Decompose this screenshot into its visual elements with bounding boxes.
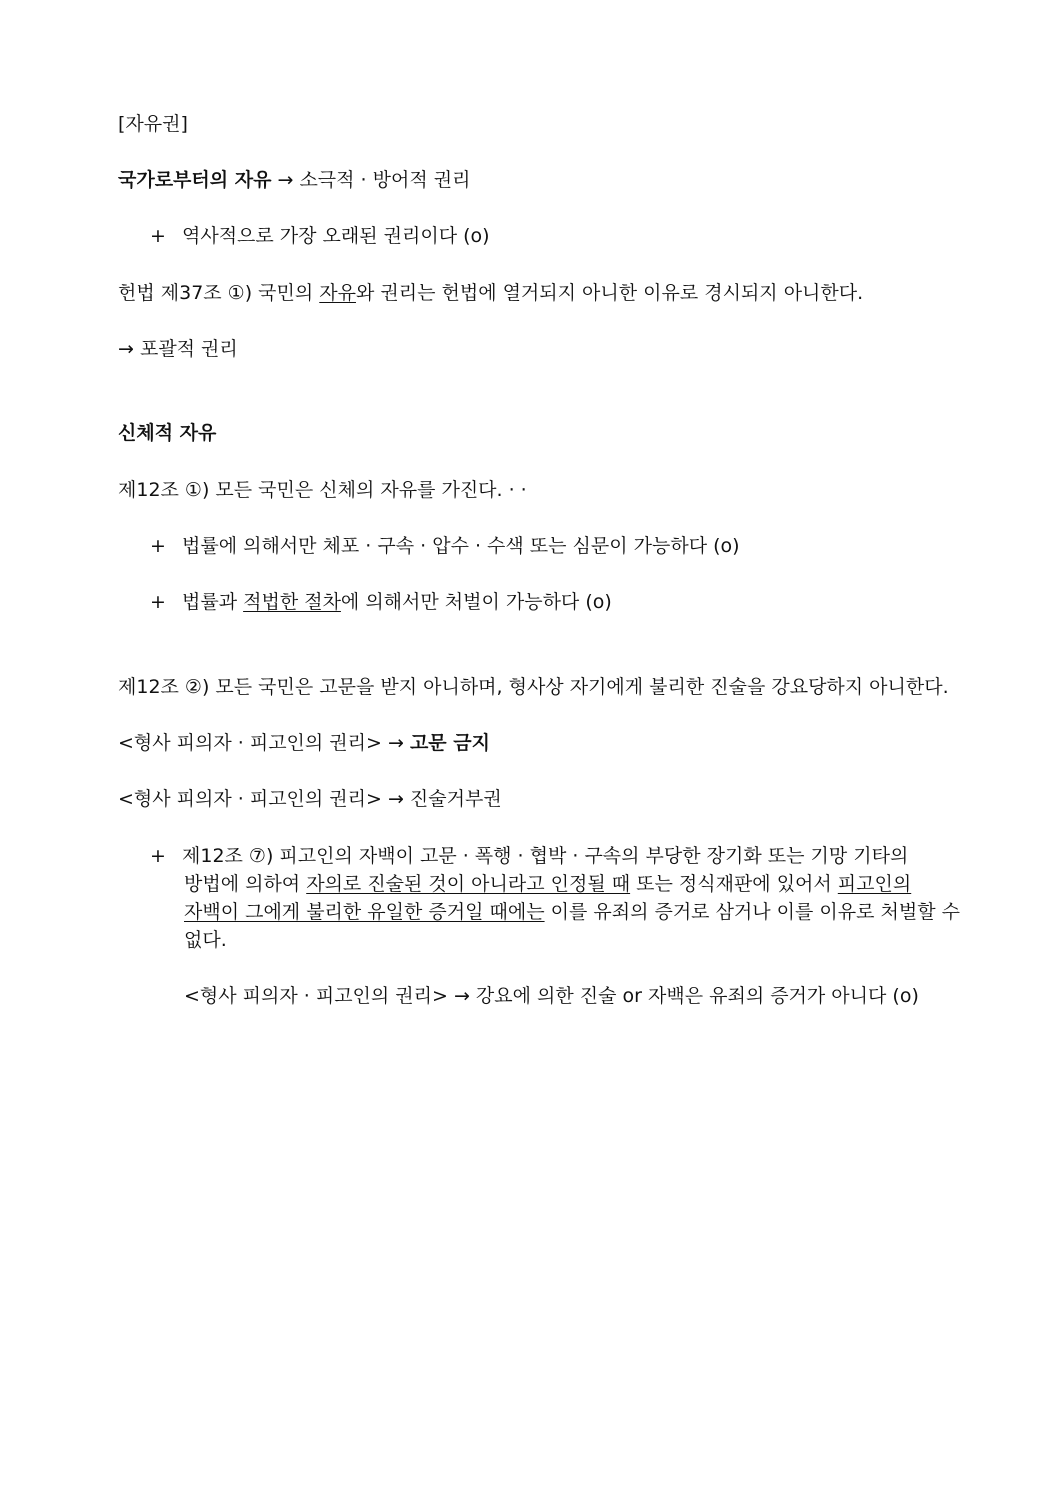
article-12-7-row1: 제12조 ⑦) 피고인의 자백이 고문 · 폭행 · 협박 · 구속의 부당한 장기화 또는 기망 기타의 — [182, 845, 909, 867]
physical-freedom-heading: 신체적 자유 — [118, 422, 217, 444]
due-process-underlined: 적법한 절차 — [243, 591, 341, 613]
coerced-confession-line: <형사 피의자 · 피고인의 권리> → 강요에 의한 진술 or 자백은 유죄의 증거가 아니다 (o) — [184, 985, 919, 1007]
article-37-line — [118, 279, 863, 307]
article-12-2-line: 제12조 ②) 모든 국민은 고문을 받지 아니하며, 형사상 자기에게 불리한 진술을 강요당하지 아니한다. — [118, 676, 949, 698]
plus-icon: + — [150, 535, 166, 557]
row2-underlined-b: 피고인의 — [837, 873, 912, 895]
row3-text: 이를 유죄의 증거로 삼거나 이를 이유로 처벌할 수 — [544, 901, 960, 923]
article-37-suffix: 와 권리는 헌법에 열거되지 아니한 이유로 경시되지 아니한다. — [355, 282, 864, 304]
bullet-text-prefix: 법률과 — [182, 591, 244, 613]
plus-icon: + — [150, 845, 166, 867]
freedom-from-state-line — [118, 166, 470, 194]
bullet-text-suffix: 에 의해서만 처벌이 가능하다 (o) — [340, 591, 612, 613]
section-title: [자유권] — [118, 113, 188, 135]
right-to-silence-line: <형사 피의자 · 피고인의 권리> → 진술거부권 — [118, 788, 502, 810]
plus-icon: + — [150, 591, 166, 613]
article-37-underlined: 자유 — [319, 282, 356, 304]
torture-ban-prefix: <형사 피의자 · 피고인의 권리> → — [118, 732, 410, 754]
torture-ban-term: 고문 금지 — [409, 732, 490, 754]
bullet-due-process — [150, 588, 612, 616]
article-12-7-row3 — [184, 898, 960, 926]
article-37-prefix: 헌법 제37조 ①) 국민의 — [118, 282, 320, 304]
torture-ban-line — [118, 729, 490, 757]
bullet-text: 역사적으로 가장 오래된 권리이다 (o) — [182, 225, 490, 247]
plus-icon: + — [150, 225, 166, 247]
article-12-1-line: 제12조 ①) 모든 국민은 신체의 자유를 가진다. · · — [118, 479, 527, 501]
bullet-article-12-7 — [150, 842, 908, 870]
row2-text-a: 방법에 의하여 — [184, 873, 307, 895]
row3-underlined: 자백이 그에게 불리한 유일한 증거일 때에는 — [184, 901, 545, 923]
bullet-text: 법률에 의해서만 체포 · 구속 · 압수 · 수색 또는 심문이 가능하다 (o) — [182, 535, 740, 557]
comprehensive-right-line: → 포괄적 권리 — [118, 338, 238, 360]
freedom-from-state-desc: → 소극적 · 방어적 권리 — [271, 169, 471, 191]
article-12-7-row4: 없다. — [184, 929, 227, 951]
article-12-7-row2 — [184, 870, 911, 898]
row2-underlined-a: 자의로 진술된 것이 아니라고 인정될 때 — [306, 873, 631, 895]
bullet-arrest-by-law — [150, 532, 740, 560]
freedom-from-state-term: 국가로부터의 자유 — [118, 169, 272, 191]
bullet-oldest-right — [150, 222, 490, 250]
row2-text-b: 또는 정식재판에 있어서 — [630, 873, 838, 895]
